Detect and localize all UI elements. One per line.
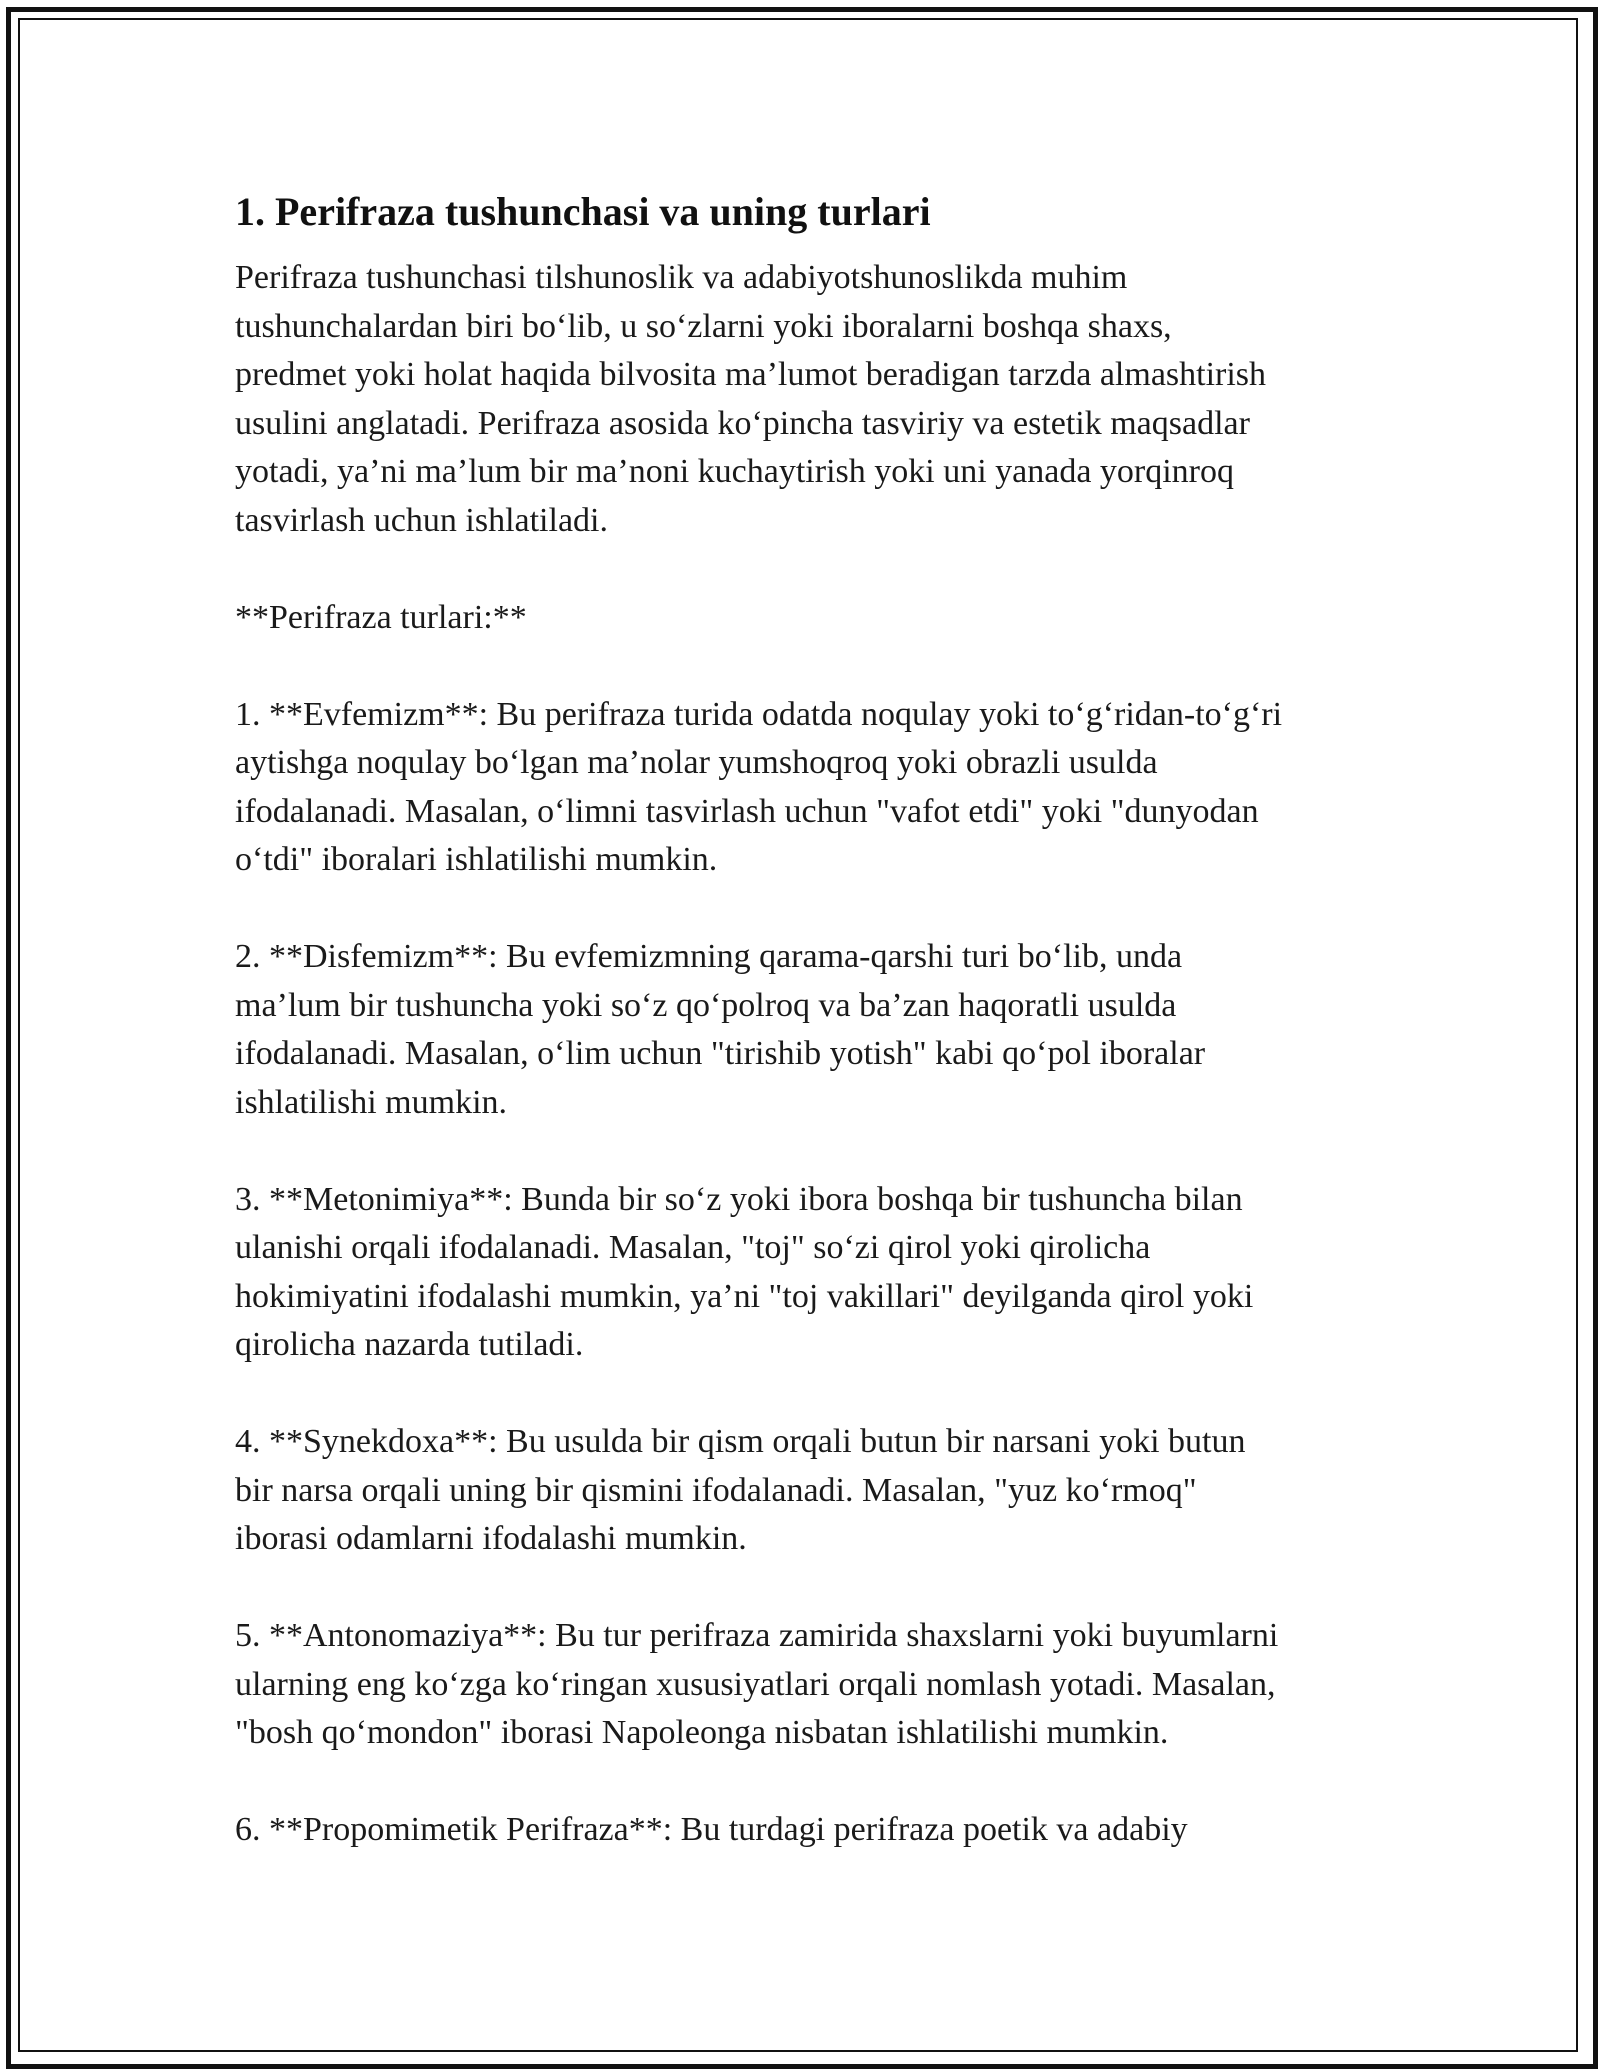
section-heading: 1. Perifraza tushunchasi va uning turlari bbox=[235, 189, 931, 234]
document-content bbox=[235, 186, 1395, 1855]
section-body-text: Perifraza tushunchasi tilshunoslik va adabiyotshunoslikda muhim tushunchalardan biri bo‘lib, u so‘zlarni yoki iboralarni boshqa shaxs, predmet yoki holat haqida bilvosita ma’lumot beradigan tarzda almashtirish usulini anglatadi. Perifraza asosida ko‘pincha tasviriy va estetik maqsadlar yotadi, ya’ni ma’lum bir ma’noni kuchaytirish yoki uni yanada yorqinroq tasvirlash uchun ishlatiladi. **Perifraza turlari:** 1. **Evfemizm**: Bu perifraza turida odatda noqulay yoki to‘g‘ridan-to‘g‘ri aytishga noqulay bo‘lgan ma’nolar yumshoqroq yoki obrazli usulda ifodalanadi. Masalan, o‘limni tasvirlash uchun "vafot etdi" yoki "dunyodan o‘tdi" iboralari ishlatilishi mumkin. 2. **Disfemizm**: Bu evfemizmning qarama-qarshi turi bo‘lib, unda ma’lum bir tushuncha yoki so‘z qo‘polroq va ba’zan haqoratli usulda ifodalanadi. Masalan, o‘lim uchun "tirishib yotish" kabi qo‘pol iboralar ishlatilishi mumkin. 3. **Metonimiya**: Bunda bir so‘z yoki ibora boshqa bir tushuncha bilan ulanishi orqali ifodalanadi. Masalan, "toj" so‘zi qirol yoki qirolicha hokimiyatini ifodalashi mumkin, ya’ni "toj vakillari" deyilganda qirol yoki qirolicha nazarda tutiladi. 4. **Synekdoxa**: Bu usulda bir qism orqali butun bir narsani yoki butun bir narsa orqali uning bir qismini ifodalanadi. Masalan, "yuz ko‘rmoq" iborasi odamlarni ifodalashi mumkin. 5. **Antonomaziya**: Bu tur perifraza zamirida shaxslarni yoki buyumlarni ularning eng ko‘zga ko‘ringan xususiyatlari orqali nomlash yotadi. Masalan, "bosh qo‘mondon" iborasi Napoleonga nisbatan ishlatilishi mumkin. 6. **Propomimetik Perifraza**: Bu turdagi perifraza poetik va adabiy bbox=[235, 259, 1283, 1848]
